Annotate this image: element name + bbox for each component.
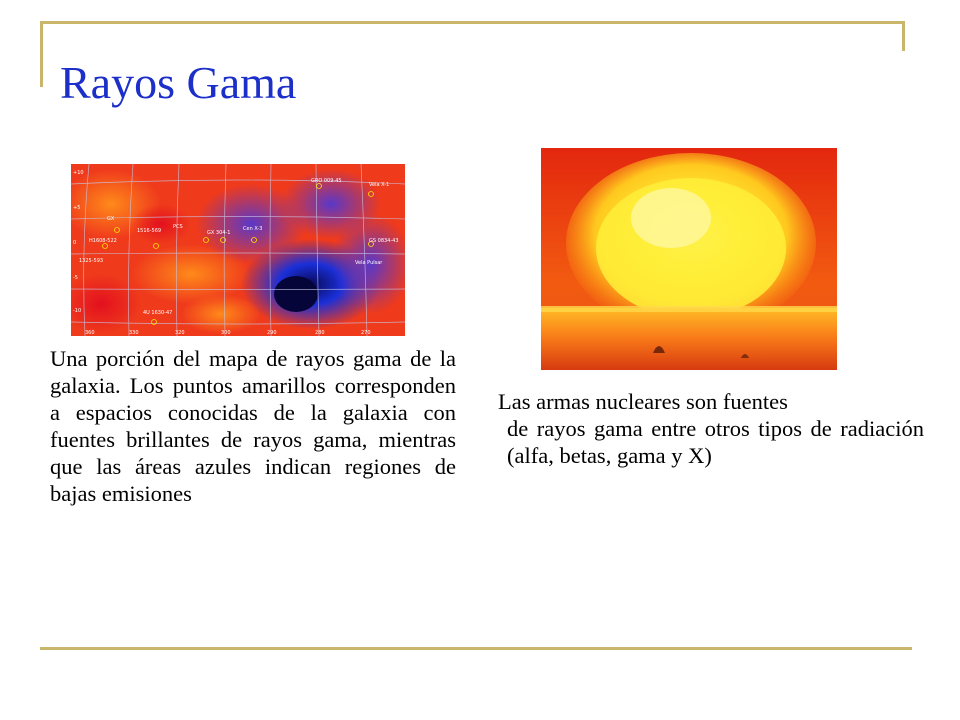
- map-tick-label: +5: [73, 205, 81, 211]
- map-tick-label: 280: [315, 330, 325, 336]
- map-source-label: H1608-522: [89, 238, 117, 244]
- frame-bottom-rule: [40, 647, 912, 650]
- map-source-label: GX: [107, 216, 115, 222]
- map-tick-label: +10: [73, 170, 84, 176]
- map-tick-label: 300: [221, 330, 231, 336]
- map-source-label: Vela X-1: [369, 182, 390, 188]
- map-source-label: 1325-593: [79, 258, 104, 264]
- gamma-ray-map-image: [71, 164, 405, 336]
- right-caption: [498, 388, 924, 469]
- map-tick-label: 0: [73, 240, 77, 246]
- right-caption-first-line: Las armas nucleares son fuentes: [498, 389, 788, 414]
- map-source-label: PCS: [173, 224, 183, 230]
- map-tick-label: 320: [175, 330, 185, 336]
- map-tick-label: 330: [129, 330, 139, 336]
- frame-right-rule: [902, 21, 905, 51]
- map-source-label: GX 304-1: [207, 230, 231, 236]
- map-tick-label: -10: [73, 308, 82, 314]
- map-source-label: GRO 009-45: [311, 178, 342, 184]
- map-source-label: Vela Pulsar: [355, 260, 383, 266]
- map-source-label: 4U 1630-47: [143, 310, 173, 316]
- map-tick-label: 270: [361, 330, 371, 336]
- map-tick-label: -5: [73, 275, 78, 281]
- right-caption-rest: de rayos gama entre otros tipos de radiación (alfa, betas, gama y X): [507, 416, 924, 468]
- frame-left-rule: [40, 21, 43, 87]
- nuclear-explosion-image: [541, 148, 837, 370]
- left-caption: Una porción del mapa de rayos gama de la galaxia. Los puntos amarillos corresponden a espacios conocidas de la galaxia con fuentes brillantes de rayos gama, mientras que las áreas azules indican regiones de bajas emisiones: [50, 346, 456, 506]
- map-tick-label: 360: [85, 330, 95, 336]
- map-source-label: GS 0834-43: [369, 238, 399, 244]
- frame-top-rule: [40, 21, 904, 24]
- map-tick-label: 290: [267, 330, 277, 336]
- map-source-label: 1516-569: [137, 228, 162, 234]
- slide-title: Rayos Gama: [60, 57, 297, 108]
- map-source-label: Cen X-3: [243, 226, 263, 232]
